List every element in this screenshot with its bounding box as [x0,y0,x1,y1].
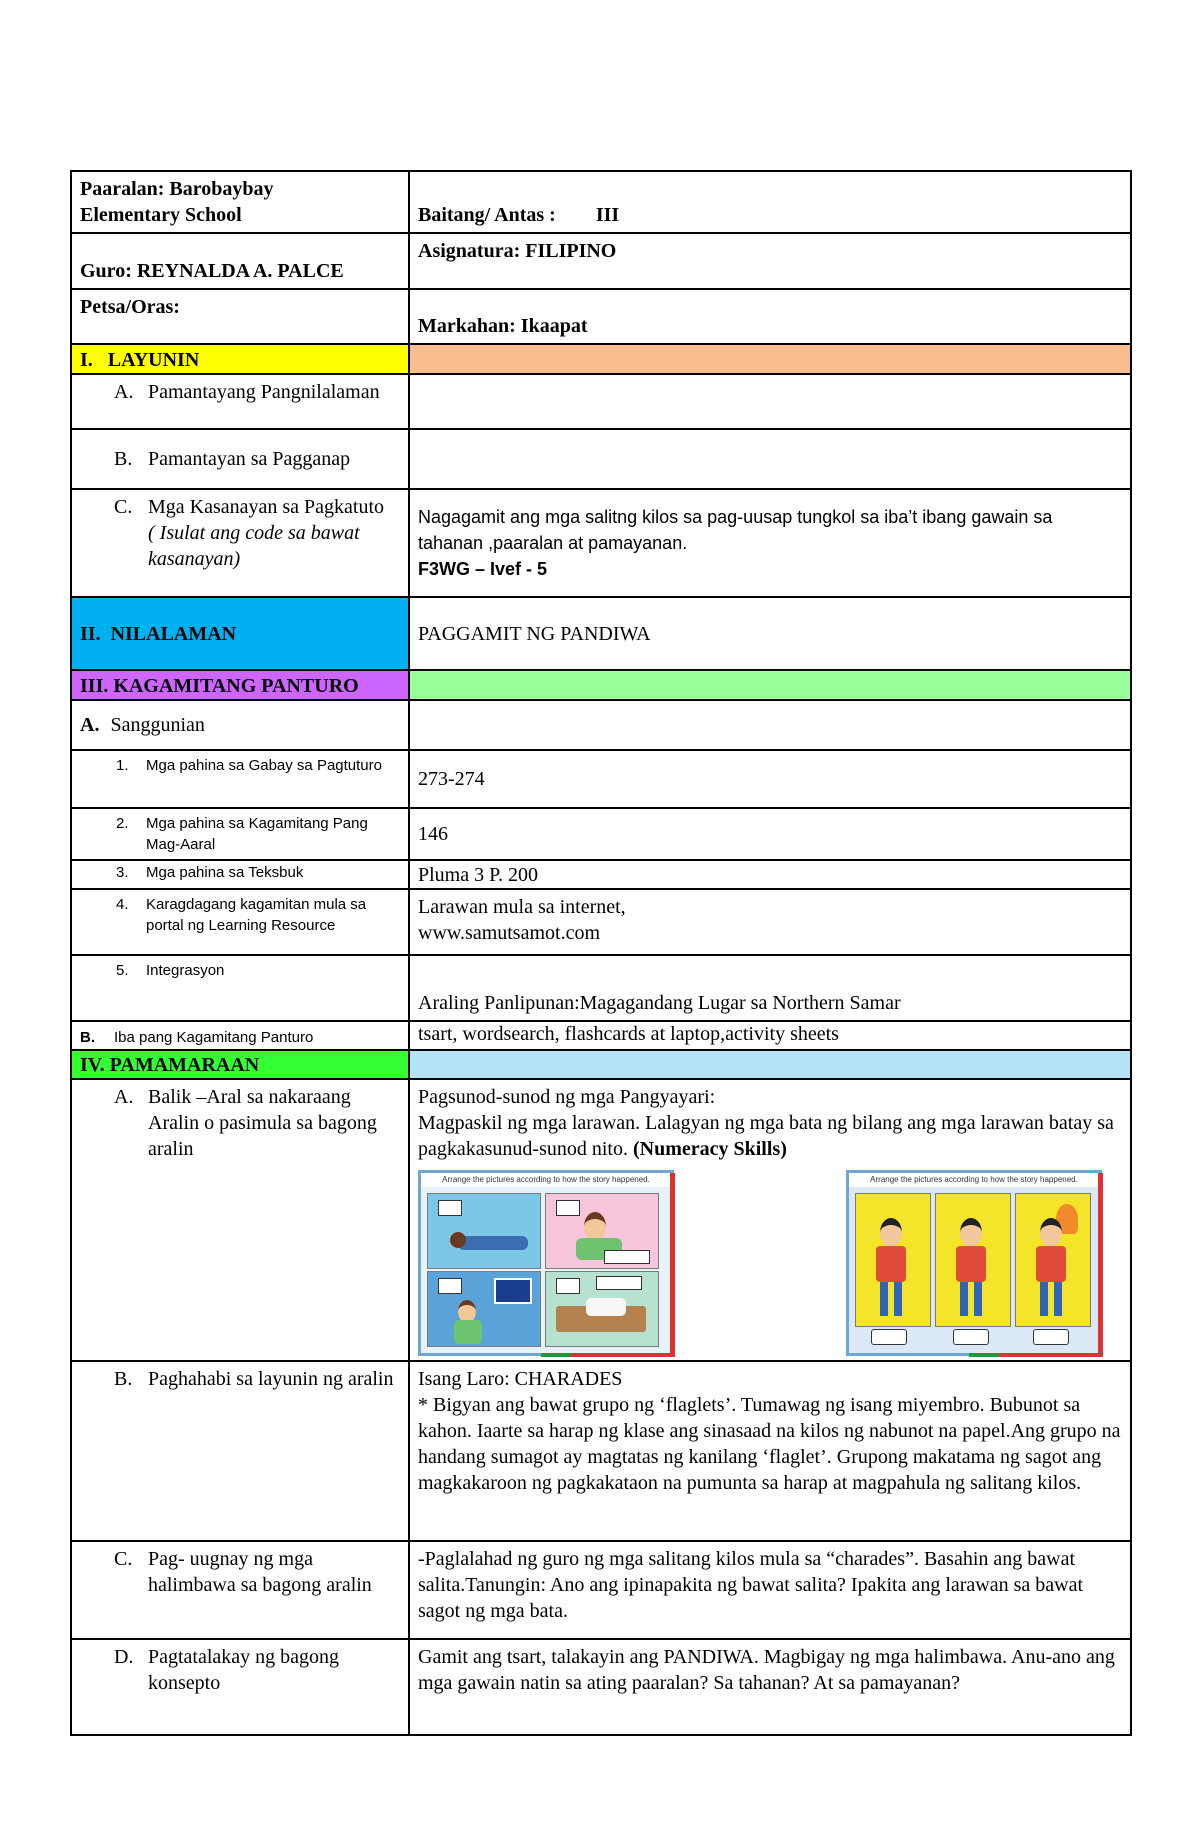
section-kagamitan-title: III. KAGAMITANG PANTURO [80,675,359,697]
panel-boy-3 [1015,1193,1091,1327]
layunin-b-label: Pamantayan sa Pagganap [148,448,351,470]
pamamaraan-d-text: Gamit ang tsart, talakayin ang PANDIWA. Magbigay ng mga halimbawa. Anu-ano ang mga gawain natin sa ating paaralan? Sa tahanan? At sa pamayanan? [409,1639,1131,1735]
pamamaraan-b-content [409,1361,1131,1541]
layunin-c-value-cell [409,489,1131,597]
subject-cell [409,233,1131,289]
panel-waking [545,1193,659,1269]
pamamaraan-d-key: D. [114,1646,134,1668]
layunin-b-cell [71,429,409,489]
nilalaman-value-cell [409,597,1131,670]
teacher-cell [71,233,409,289]
pamamaraan-c-label: Pag- uugnay ng mga halimbawa sa bagong aralin [148,1548,372,1596]
kagamitan-item-3-cell [71,860,409,889]
layunin-c-cell [71,489,409,597]
pamamaraan-b-title: Isang Laro: CHARADES [418,1368,623,1390]
subject-label: Asignatura: FILIPINO [418,240,617,262]
layunin-c-code: F3WG – Ivef - 5 [418,559,548,579]
pamamaraan-a-skill: (Numeracy Skills) [632,1138,787,1160]
pamamaraan-d-label: Pagtatalakay ng bagong konsepto [148,1646,340,1694]
panel-sleeping [427,1193,541,1269]
kagamitan-a-value [409,700,1131,750]
grade-cell [409,171,1131,233]
pamamaraan-c-cell [71,1541,409,1639]
section-layunin [71,344,409,374]
pamamaraan-a-cell [71,1079,409,1361]
panel-stretching [427,1271,541,1347]
section-nilalaman-title: II. NILALAMAN [80,622,237,645]
layunin-b-key: B. [114,448,133,470]
pamamaraan-a-title: Pagsunod-sunod ng mga Pangyayari: [418,1086,716,1108]
panel-boy-2 [935,1193,1011,1327]
pamamaraan-d-cell [71,1639,409,1735]
school-cell [71,171,409,233]
pamamaraan-a-text: Magpaskil ng mga larawan. Lalagyan ng mga bata ng bilang ang mga larawan batay sa pagkakasunud-sunod nito. [418,1112,1114,1160]
layunin-a-label: Pamantayang Pangnilalaman [148,381,380,403]
kagamitan-item-2-label: Mga pahina sa Kagamitang Pang Mag-Aaral [146,815,368,853]
pamamaraan-c-text: -Paglalahad ng guro ng mga salitang kilos mula sa “charades”. Basahin ang bawat salita.Tanungin: Ano ang ipinapakita ng bawat salita? Ipakita ang larawan sa bawat sagot ng mga bata. [409,1541,1131,1639]
kagamitan-item-5-cell [71,955,409,1021]
kagamitan-item-4-link[interactable]: www.samutsamot.com [418,922,601,944]
pamamaraan-b-cell [71,1361,409,1541]
kagamitan-b-label: Iba pang Kagamitang Panturo [114,1029,314,1046]
kagamitan-item-2-key: 2. [116,815,129,832]
sequence-picture-1 [418,1170,674,1356]
kagamitan-item-3-value: Pluma 3 P. 200 [409,860,1131,889]
school-label-2: Elementary School [80,204,242,226]
kagamitan-b-key: B. [80,1029,95,1046]
kagamitan-item-4-cell [71,889,409,955]
layunin-c-label: Mga Kasanayan sa Pagkatuto [148,496,385,518]
section-kagamitan-fill [409,670,1131,700]
picture-1-caption: Arrange the pictures according to how the story happened. [421,1173,671,1187]
kagamitan-item-3-label: Mga pahina sa Teksbuk [146,864,304,881]
pamamaraan-a-key: A. [114,1086,134,1108]
layunin-a-key: A. [114,381,134,403]
kagamitan-b-value: tsart, wordsearch, flashcards at laptop,activity sheets [409,1021,1131,1050]
kagamitan-item-3-key: 3. [116,864,129,881]
kagamitan-item-1-label: Mga pahina sa Gabay sa Pagtuturo [146,757,382,774]
section-pamamaraan-fill [409,1050,1131,1079]
pamamaraan-b-key: B. [114,1368,133,1390]
panel-bed [545,1271,659,1347]
kagamitan-a-label: Sanggunian [110,714,205,736]
section-layunin-fill [409,344,1131,374]
sequence-picture-2 [846,1170,1102,1356]
section-nilalaman [71,597,409,670]
kagamitan-item-5-label: Integrasyon [146,962,225,979]
layunin-a-cell [71,374,409,429]
kagamitan-item-5-key: 5. [116,962,129,979]
section-pamamaraan [71,1050,409,1079]
kagamitan-item-4-value-cell [409,889,1131,955]
pamamaraan-b-label: Paghahabi sa layunin ng aralin [148,1368,394,1390]
lesson-plan [70,170,1132,1736]
layunin-a-value [409,374,1131,429]
kagamitan-b-cell [71,1021,409,1050]
section-kagamitan [71,670,409,700]
picture-2-caption: Arrange the pictures according to how the story happened. [849,1173,1099,1187]
quarter-label: Markahan: Ikaapat [418,315,588,337]
section-pamamaraan-title: IV. PAMAMARAAN [80,1054,260,1076]
date-cell [71,289,409,344]
school-label: Paaralan: Barobaybay [80,178,274,200]
kagamitan-item-2-value: 146 [409,808,1131,860]
panel-boy-1 [855,1193,931,1327]
kagamitan-item-1-key: 1. [116,757,129,774]
nilalaman-value: PAGGAMIT NG PANDIWA [418,622,651,645]
pamamaraan-a-label: Balik –Aral sa nakaraang Aralin o pasimula sa bagong aralin [148,1086,377,1160]
quarter-cell [409,289,1131,344]
section-layunin-title: I. LAYUNIN [80,349,200,371]
kagamitan-item-5-value: Araling Panlipunan:Magagandang Lugar sa Northern Samar [409,955,1131,1021]
layunin-c-value: Nagagamit ang mga salitng kilos sa pag-uusap tungkol sa iba’t ibang gawain sa tahanan ,paaralan at pamayanan. [418,507,1053,553]
layunin-c-key: C. [114,496,133,518]
layunin-c-note: ( Isulat ang code sa bawat kasanayan) [148,522,360,570]
lesson-plan-table [70,170,1132,1736]
kagamitan-item-1-cell [71,750,409,808]
teacher-name: Guro: REYNALDA A. PALCE [80,260,344,282]
activity-pictures [418,1170,1122,1356]
kagamitan-item-4-label: Karagdagang kagamitan mula sa portal ng Learning Resource [146,896,367,934]
kagamitan-a-key: A. [80,714,100,736]
layunin-b-value [409,429,1131,489]
grade-label: Baitang/ Antas : [418,204,556,226]
kagamitan-a-cell [71,700,409,750]
pamamaraan-c-key: C. [114,1548,133,1570]
pamamaraan-b-text: * Bigyan ang bawat grupo ng ‘flaglets’. Tumawag ng isang miyembro. Bubunot sa kahon. Iaarte sa harap ng klase ang sinasaad na kilos ng nabunot na papel.Ang grupo na handang sumagot ay magtatas ng kanilang ‘flaglet’. Grupong makatama ng sagot ang magkakaroon ng pagkakataon na pumunta sa harap at magpahula ng salitang kilos. [418,1394,1121,1494]
date-time-label: Petsa/Oras: [80,296,180,318]
kagamitan-item-1-value: 273-274 [409,750,1131,808]
pamamaraan-a-content [409,1079,1131,1361]
kagamitan-item-4-key: 4. [116,896,129,913]
grade-value: III [595,204,620,226]
kagamitan-item-2-cell [71,808,409,860]
kagamitan-item-4-value: Larawan mula sa internet, [418,896,626,918]
